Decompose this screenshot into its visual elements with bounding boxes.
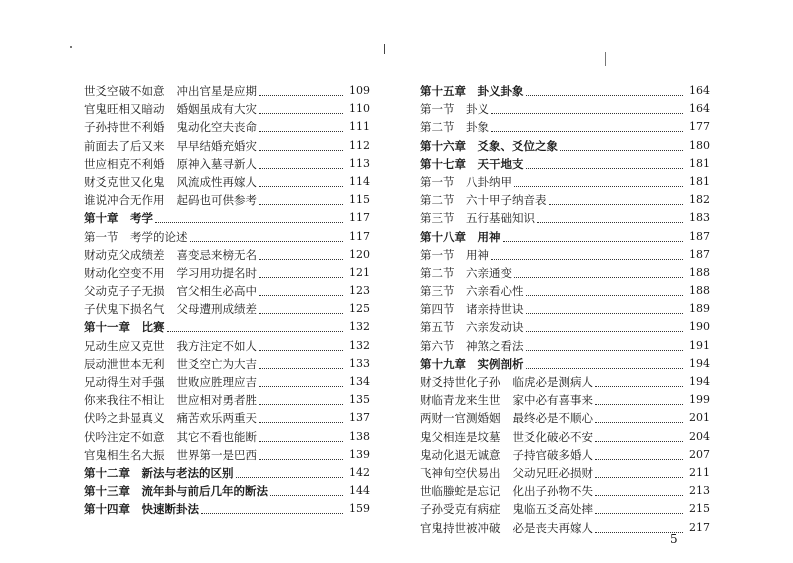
toc-entry-title [84, 282, 257, 300]
toc-entry-page: 187 [689, 247, 710, 261]
toc-entry-title [84, 373, 257, 391]
toc-entry-title [420, 318, 524, 336]
toc-entry-line-b: 世败应胜理应吉 [176, 375, 257, 389]
toc-entry-page: 110 [349, 102, 370, 116]
toc-entry-page: 189 [689, 302, 710, 316]
toc-entry-line-b: 世爻化破必不安 [512, 429, 593, 444]
top-margin-mark [384, 44, 385, 54]
leader-dots [259, 241, 343, 260]
toc-entry-line-a: 子伏鬼下损名气 [84, 302, 165, 317]
toc-entry-title [420, 446, 593, 464]
toc-entry-line-a: 世临螣蛇是忘记 [420, 484, 501, 499]
leader-dots [560, 132, 683, 151]
leader-dots [259, 186, 343, 205]
leader-dots [201, 495, 343, 514]
toc-entry-line-a: 伏吟注定不如意 [84, 429, 165, 444]
toc-entry-line-a: 第五节 六亲发动诀 [420, 320, 524, 335]
toc-entry-title [420, 228, 501, 246]
toc-entry-page: 121 [349, 265, 370, 279]
leader-dots [259, 423, 343, 442]
toc-entry-page: 123 [349, 284, 370, 298]
toc-entry-title [84, 100, 257, 118]
leader-dots [259, 295, 343, 314]
toc-entry-page: 113 [349, 156, 370, 170]
toc-entry-line-a: 子孙持世不利婚 [84, 120, 165, 135]
toc-entry-page: 211 [689, 465, 710, 479]
toc-entry-line-a: 第一节 八卦纳甲 [420, 174, 512, 189]
toc-entry-line-b: 冲出官星是应期 [176, 84, 257, 98]
toc-entry-line-a: 第十七章 天干地支 [420, 156, 524, 171]
leader-dots [514, 168, 683, 187]
toc-entry-line-a: 财临青龙来生世 [420, 393, 501, 408]
toc-entry-page: 134 [349, 375, 370, 388]
toc-entry-line-a: 第十四章 快速断卦法 [84, 502, 199, 517]
toc-entry-page: 135 [349, 393, 370, 407]
toc-entry-page: 217 [689, 520, 710, 534]
toc-entry-title [84, 428, 257, 446]
leader-dots [595, 514, 683, 533]
toc-right-column [420, 82, 710, 537]
toc-entry-page: 180 [689, 138, 710, 152]
leader-dots [259, 132, 343, 151]
toc-entry-page: 204 [689, 429, 710, 443]
toc-entry-line-a: 第十章 考学 [84, 211, 153, 226]
toc-entry-line-a: 子孙受克有病症 [420, 502, 501, 517]
toc-entry-line-a: 第二节 卦象 [420, 120, 489, 135]
page-number: 5 [670, 532, 678, 546]
toc-entry-title [420, 391, 593, 409]
toc-entry-line-a: 前面去了后又来 [84, 138, 165, 153]
toc-entry-title [420, 482, 593, 500]
toc-entry-line-a: 财动克父成绩差 [84, 247, 165, 262]
toc-entry-title [420, 519, 593, 537]
leader-dots [259, 77, 343, 96]
toc-entry-title [84, 173, 257, 191]
toc-entry-line-a: 两财一官测婚姻 [420, 411, 501, 426]
toc-entry-page: 120 [349, 247, 370, 261]
toc-entry-page: 117 [349, 229, 370, 243]
leader-dots [491, 241, 683, 260]
toc-entry-title [84, 464, 234, 482]
toc-entry-line-a: 第二节 六十甲子纳音表 [420, 193, 547, 208]
toc-entry-line-b: 父动兄旺必损财 [512, 465, 593, 480]
toc-entry-line-b: 最终必是不顺心 [512, 411, 593, 426]
leader-dots [259, 113, 343, 132]
leader-dots [526, 332, 683, 351]
toc-entry-line-a: 你来我往不相让 [84, 393, 165, 408]
toc-entry-page: 132 [349, 320, 370, 334]
leader-dots [503, 223, 683, 242]
toc-entry-title [420, 264, 512, 282]
toc-entry-line-a: 第二节 六亲通变 [420, 265, 512, 280]
toc-entry-line-a: 辰动泄世本无利 [84, 356, 165, 371]
toc-entry-line-a: 鬼父相连是坟墓 [420, 429, 501, 444]
toc-entry-line-a: 第一节 考学的论述 [84, 229, 188, 244]
toc-entry-line-a: 第三节 六亲看心性 [420, 284, 524, 299]
toc-entry-line-b: 化出子孙物不失 [512, 484, 593, 499]
toc-entry-line-b: 鬼动化空夫丧命 [176, 120, 257, 135]
leader-dots [595, 368, 683, 387]
leader-dots [595, 495, 683, 514]
toc-entry-title [84, 228, 188, 246]
toc-entry-line-b: 痛苦欢乐两重天 [176, 411, 257, 426]
toc-entry-page: 142 [349, 465, 370, 479]
toc-entry-title [84, 500, 199, 518]
leader-dots [526, 77, 683, 96]
toc-entry-page: 188 [689, 265, 710, 279]
leader-dots [236, 459, 343, 478]
leader-dots [595, 404, 683, 423]
toc-entry-title [84, 209, 153, 227]
leader-dots [491, 113, 683, 132]
toc-entry-line-b: 其它不看也能断 [176, 429, 257, 444]
leader-dots [259, 150, 343, 169]
toc-entry-line-b: 家中必有喜事来 [512, 393, 593, 408]
leader-dots [595, 423, 683, 442]
toc-entry-line-b: 父母遭刑成绩差 [176, 302, 257, 317]
toc-entry-line-b: 世应相对勇者胜 [176, 393, 257, 408]
toc-entry-title [84, 137, 257, 155]
toc-entry-line-a: 谁说冲合无作用 [84, 193, 165, 208]
leader-dots [526, 350, 683, 369]
toc-entry-title [84, 355, 257, 373]
toc-entry-line-a: 第四节 诸亲持世诀 [420, 302, 524, 317]
toc-entry-line-a: 财爻克世又化鬼 [84, 174, 165, 189]
leader-dots [526, 277, 683, 296]
toc-entry-line-a: 飞神旬空伏易出 [420, 465, 501, 480]
toc-entry-line-a: 兄动生应又克世 [84, 338, 165, 353]
toc-heading [84, 500, 370, 518]
toc-entry-line-b: 喜变忌来榜无名 [176, 247, 257, 262]
toc-entry-line-b: 我方注定不如人 [176, 338, 257, 353]
toc-entry-line-b: 临虎必是测病人 [512, 375, 593, 389]
toc-entry-page: 201 [689, 411, 710, 425]
toc-entry-line-b: 风流成性再嫁人 [176, 174, 257, 189]
toc-entry-page: 199 [689, 393, 710, 407]
toc-entry-title [84, 318, 165, 336]
toc-entry-title [420, 355, 524, 373]
leader-dots [259, 441, 343, 460]
toc-entry-page: 115 [349, 193, 370, 207]
toc-entry-page: 188 [689, 284, 710, 298]
toc-entry-page: 215 [689, 502, 710, 516]
toc-entry-title [84, 246, 257, 264]
toc-entry-title [420, 282, 524, 300]
toc-entry-line-a: 第十八章 用神 [420, 229, 501, 244]
toc-entry-line-a: 官鬼相生名大振 [84, 447, 165, 462]
toc-entry-line-b: 鬼临五爻高处摔 [512, 502, 593, 517]
toc-entry-page: 194 [689, 375, 710, 388]
toc-entry-page: 144 [349, 484, 370, 498]
toc-entry-line-a: 第十九章 实例剖析 [420, 356, 524, 371]
toc-entry-title [420, 246, 489, 264]
toc-entry-title [420, 100, 489, 118]
toc-entry-title [420, 191, 547, 209]
scan-speck [70, 46, 72, 48]
toc-entry-title [420, 300, 524, 318]
toc-entry-title [420, 500, 593, 518]
toc-entry-page: 177 [689, 120, 710, 134]
toc-entry-page: 159 [349, 502, 370, 516]
toc-entry-title [84, 82, 257, 100]
toc-entry-line-a: 官鬼持世被冲破 [420, 520, 501, 535]
toc-entry-line-b: 世爻空亡为大吉 [176, 356, 257, 371]
leader-dots [167, 313, 343, 332]
toc-entry-line-b: 早早结婚充婚灾 [176, 138, 257, 153]
toc-entry-line-a: 父动克子子无损 [84, 284, 165, 299]
toc-entry-title [420, 118, 489, 136]
toc-entry-page: 138 [349, 429, 370, 443]
toc-entry-line-a: 第十五章 卦义卦象 [420, 84, 524, 98]
leader-dots [526, 313, 683, 332]
leader-dots [259, 368, 343, 387]
leader-dots [190, 223, 343, 242]
leader-dots [549, 186, 683, 205]
toc-entry-title [84, 446, 257, 464]
toc-entry-page: 137 [349, 411, 370, 425]
toc-entry-line-b: 世界第一是巴西 [176, 447, 257, 462]
toc-entry-line-a: 第十二章 新法与老法的区别 [84, 465, 234, 480]
toc-entry-page: 164 [689, 102, 710, 116]
leader-dots [537, 204, 683, 223]
toc-entry-line-a: 伏吟之卦显真义 [84, 411, 165, 426]
toc-entry-title [420, 373, 593, 391]
toc-entry-line-b: 原神入墓寻新人 [176, 156, 257, 171]
toc-entry-page: 213 [689, 484, 710, 498]
leader-dots [259, 332, 343, 351]
toc-entry-title [420, 155, 524, 173]
leader-dots [259, 95, 343, 114]
toc-entry-title [84, 409, 257, 427]
toc-entry-title [84, 337, 257, 355]
toc-entry-line-a: 鬼动化退无诚意 [420, 447, 501, 462]
leader-dots [259, 386, 343, 405]
toc-entry-page: 117 [349, 211, 370, 225]
toc-entry-page: 164 [689, 84, 710, 97]
leader-dots [595, 441, 683, 460]
toc-entry-line-b: 学习用功提名时 [176, 265, 257, 280]
leader-dots [491, 95, 683, 114]
toc-entry-line-a: 兄动得生对手强 [84, 375, 165, 389]
toc-entry-title [420, 337, 524, 355]
toc-entry-line-b: 必是丧夫再嫁人 [512, 520, 593, 535]
toc-entry-line-a: 官鬼旺相又暗动 [84, 102, 165, 117]
toc-entry-page: 194 [689, 356, 710, 370]
toc-entry-title [420, 409, 593, 427]
toc-entry-line-a: 财动化空变不用 [84, 265, 165, 280]
toc-entry-line-a: 第十一章 比赛 [84, 320, 165, 335]
leader-dots [595, 386, 683, 405]
toc-entry-line-b: 起码也可供参考 [176, 193, 257, 208]
leader-dots [259, 350, 343, 369]
toc-entry-line-a: 世应相克不利婚 [84, 156, 165, 171]
toc-entry-line-b: 婚姻虽成有大灾 [176, 102, 257, 117]
toc-entry-page: 190 [689, 320, 710, 334]
toc-entry-page: 109 [349, 84, 370, 97]
leader-dots [270, 477, 343, 496]
toc-entry-line-a: 第一节 卦义 [420, 102, 489, 117]
toc-entry-page: 114 [349, 174, 370, 188]
toc-entry-title [84, 264, 257, 282]
leader-dots [259, 404, 343, 423]
leader-dots [259, 168, 343, 187]
toc-entry-page: 139 [349, 447, 370, 461]
toc-entry-title [420, 173, 512, 191]
toc-left-column [84, 82, 370, 519]
toc-entry-line-a: 第六节 神煞之看法 [420, 338, 524, 353]
toc-entry-title [84, 118, 257, 136]
toc-entry-page: 181 [689, 156, 710, 170]
toc-entry-line-a: 财爻持世化子孙 [420, 375, 501, 389]
toc-entry-page: 183 [689, 211, 710, 225]
toc-entry-page: 181 [689, 174, 710, 188]
toc-entry-line-b: 官父相生必高中 [176, 284, 257, 299]
toc-entry-page: 191 [689, 338, 710, 352]
leader-dots [526, 150, 683, 169]
toc-entry-page: 111 [349, 120, 370, 134]
toc-entry-page: 125 [349, 302, 370, 316]
leader-dots [514, 259, 683, 278]
toc-entry-line-a: 第一节 用神 [420, 247, 489, 262]
toc-entry-title [420, 428, 593, 446]
toc-entry-title [84, 155, 257, 173]
toc-entry-page: 207 [689, 447, 710, 461]
toc-entry-line-b: 子持官破多婚人 [512, 447, 593, 462]
toc-entry-line-a: 第十六章 爻象、爻位之象 [420, 138, 558, 153]
toc-entry-line-a: 第三节 五行基础知识 [420, 211, 535, 226]
toc-entry-page: 112 [349, 138, 370, 152]
toc-entry-line-a: 世爻空破不如意 [84, 84, 165, 98]
toc-entry-page: 182 [689, 193, 710, 207]
toc-entry-title [84, 391, 257, 409]
toc-entry-page: 132 [349, 338, 370, 352]
toc-entry [420, 519, 710, 537]
toc-entry-line-a: 第十三章 流年卦与前后几年的断法 [84, 484, 268, 499]
leader-dots [259, 259, 343, 278]
leader-dots [155, 204, 343, 223]
toc-entry-title [420, 464, 593, 482]
toc-entry-page: 187 [689, 229, 710, 243]
leader-dots [595, 459, 683, 478]
leader-dots [526, 295, 683, 314]
scan-speck [605, 52, 606, 66]
leader-dots [595, 477, 683, 496]
leader-dots [259, 277, 343, 296]
toc-entry-page: 133 [349, 356, 370, 370]
